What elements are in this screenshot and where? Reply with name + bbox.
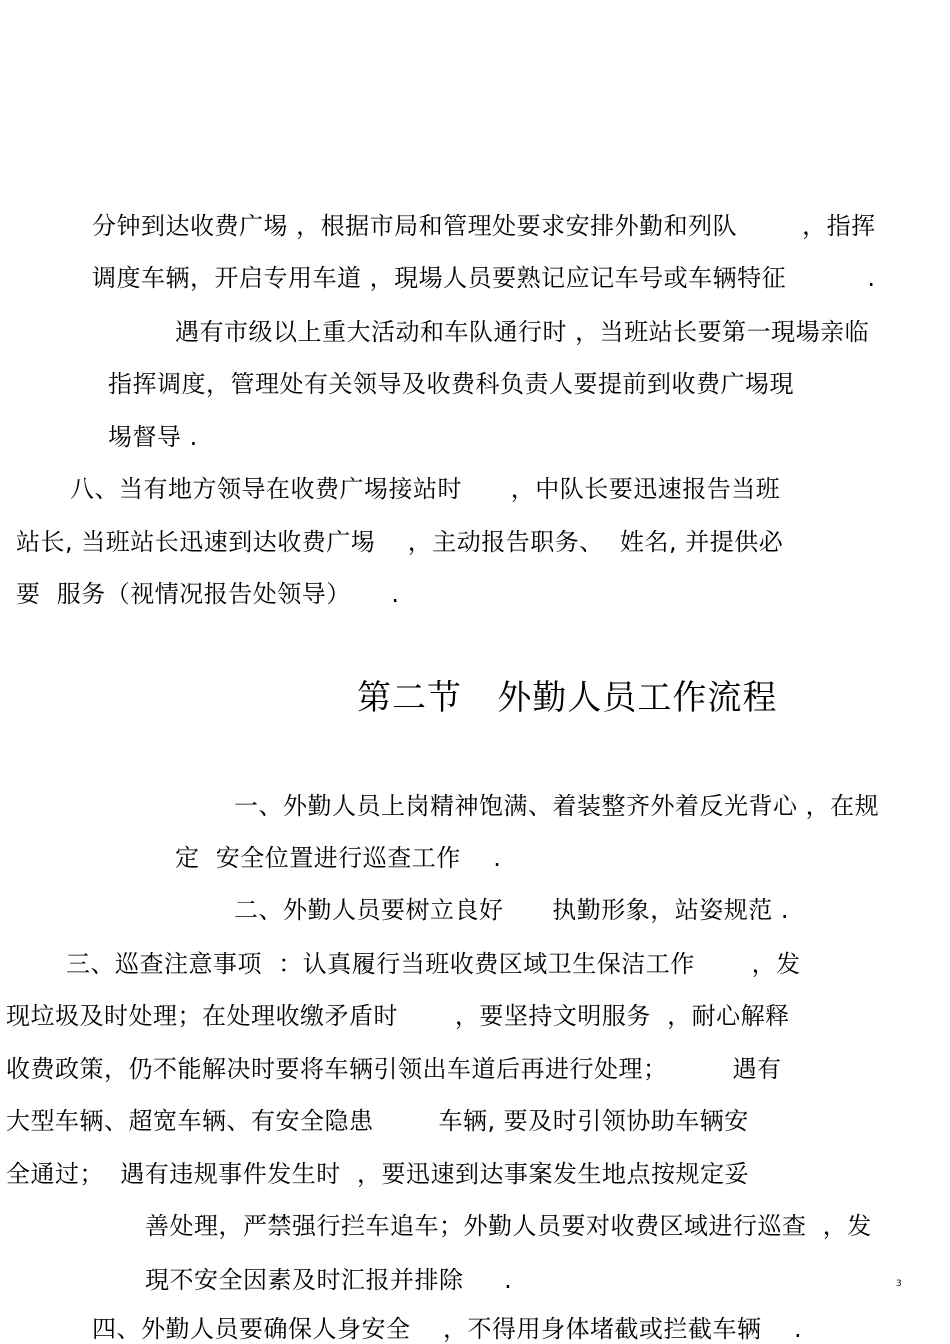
text-line: 要 服务（视情况报告处领导） . bbox=[16, 580, 400, 608]
page-number: 3 bbox=[896, 1279, 902, 1289]
text-line: 现垃圾及时处理；在处理收缴矛盾时 ，要坚持文明服务 ，耐心解释 bbox=[6, 1002, 790, 1030]
text-line: 八、当有地方领导在收费广埸接站时 ，中队长要迅速报告当班 bbox=[70, 475, 781, 503]
text-line: 分钟到达收费广埸 ，根据市局和管理处要求安排外勤和列队 ，指挥 bbox=[92, 212, 876, 240]
text-line: 全通过； 遇有违规事件发生时 ，要迅速到达事案发生地点按规定妥 bbox=[6, 1160, 750, 1188]
text-line: 四、外勤人员要确保人身安全 ，不得用身体堵截或拦截车辆 . bbox=[92, 1315, 803, 1343]
text-line: 一、外勤人员上岗精神饱满、着装整齐外着反光背心 ，在规 bbox=[234, 792, 880, 820]
text-line: 定 安全位置进行巡查工作 . bbox=[175, 844, 502, 872]
text-line: 站长, 当班站长迅速到达收费广埸 ，主动报告职务、 姓名, 并提供必 bbox=[16, 528, 784, 556]
text-line: 埸督导 . bbox=[108, 423, 198, 451]
text-line: 善处理，严禁强行拦车追车；外勤人员要对收费区域进行巡查 ，发 bbox=[145, 1212, 872, 1240]
text-line: 現不安全因素及时汇报并排除 . bbox=[145, 1266, 513, 1294]
text-line: 收费政策，仍不能解决时要将车辆引领出车道后再进行处理； 遇有 bbox=[6, 1055, 782, 1083]
text-line: 三、巡查注意事项 ：认真履行当班收费区域卫生保洁工作 ，发 bbox=[66, 950, 801, 978]
section-heading: 第二节 外勤人员工作流程 bbox=[357, 678, 778, 718]
text-line: 指挥调度，管理处有关领导及收费科负责人要提前到收费广埸現 bbox=[108, 370, 794, 398]
text-line: 二、外勤人员要树立良好 执勤形象，站姿规范 . bbox=[234, 896, 790, 924]
text-line: 遇有市级以上重大活动和车队通行时 ，当班站长要第一現場亲临 bbox=[175, 318, 870, 346]
text-line: 调度车辆，开启专用车道 ，現場人员要熟记应记车号或车辆特征 . bbox=[92, 264, 876, 292]
text-line: 大型车辆、超宽车辆、有安全隐患 车辆, 要及时引领协助车辆安 bbox=[6, 1107, 749, 1135]
